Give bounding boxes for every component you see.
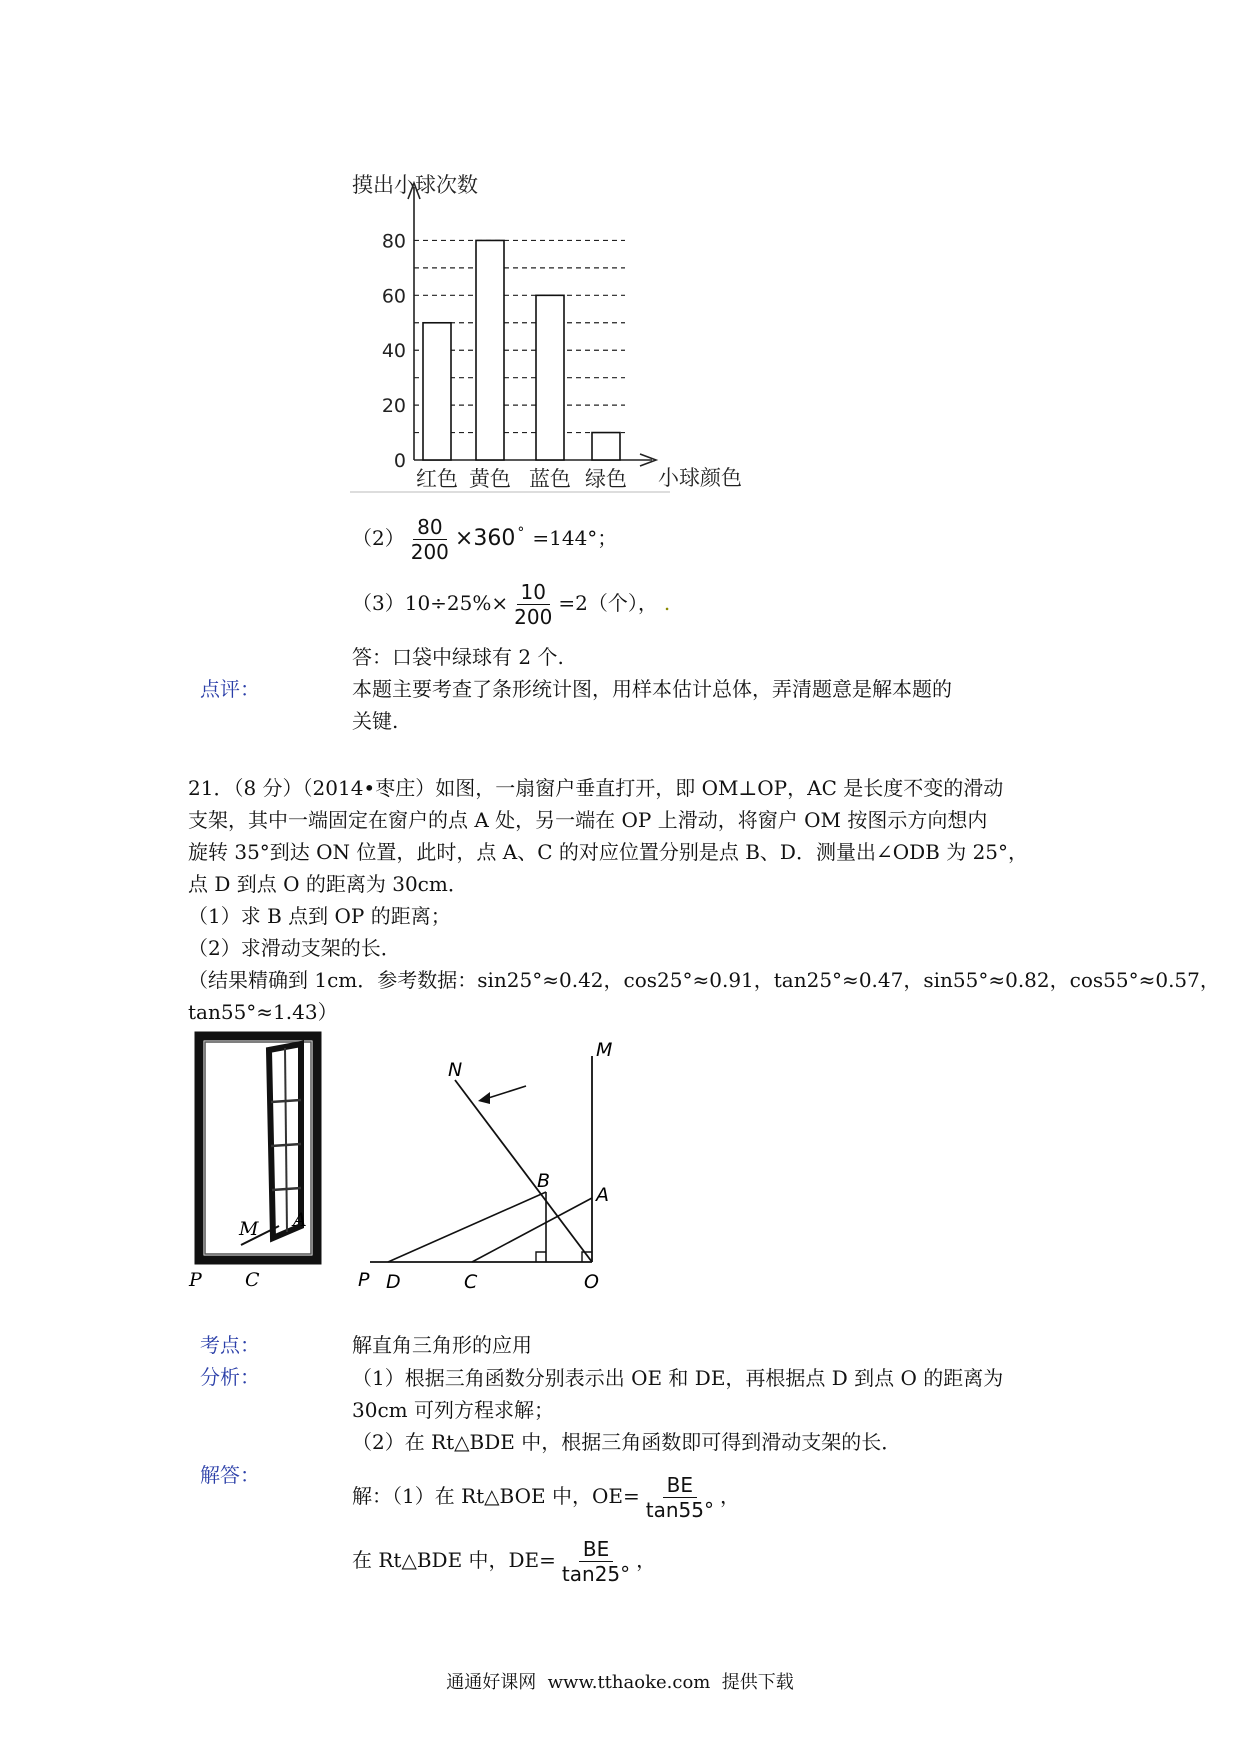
solution-2-result: =144°； (532, 526, 618, 550)
problem-line: （2）求滑动支架的长． (188, 936, 401, 960)
solution-2-denominator: 200 (410, 540, 449, 564)
solution-2-fraction (407, 515, 453, 564)
chart-bar (592, 433, 620, 460)
line-DB (388, 1192, 546, 1262)
chart-ytick-label: 40 (381, 340, 406, 363)
label-P: P (189, 1269, 202, 1290)
rotation-arrowhead (478, 1092, 490, 1104)
problem-line: 旋转 35°到达 ON 位置，此时，点 A、C 的对应位置分别是点 B、D．测量出∠ODB 为 25°， (188, 840, 1029, 864)
jieda-fraction-1-den: tan55° (645, 1498, 714, 1522)
review-label: 点评： (200, 677, 260, 701)
solution-3-numerator: 10 (517, 580, 550, 605)
problem-21 (188, 772, 1220, 1028)
solution-3-prefix: （3）10÷25%× (352, 591, 509, 615)
chart-ytick-labels (382, 230, 406, 472)
chart-xlabel: 小球颜色 (658, 466, 742, 490)
jieda-label: 解答： (200, 1463, 260, 1487)
solution-2-degree: ° (517, 525, 525, 542)
chart-axes (350, 183, 670, 492)
solution-2 (352, 515, 617, 564)
jieda-fraction-2 (558, 1537, 634, 1586)
jieda-line-2 (352, 1537, 656, 1586)
fenxi-line: （2）在 Rt△BDE 中，根据三角函数即可得到滑动支架的长． (352, 1430, 902, 1454)
fenxi-line: 30cm 可列方程求解； (352, 1398, 554, 1422)
chart-ytick-label: 20 (381, 395, 406, 418)
jieda-fraction-2-den: tan25° (561, 1562, 631, 1586)
chart-xtick-label: 红色 (416, 467, 458, 491)
chart-bar (423, 323, 451, 460)
problem-line: （1）求 B 点到 OP 的距离； (188, 904, 451, 928)
label-B: B (537, 1170, 551, 1192)
chart-ylabel: 摸出小球次数 (352, 173, 478, 197)
chart-xtick-label: 蓝色 (529, 467, 571, 491)
chart-ytick-label: 60 (381, 285, 406, 308)
fenxi-label: 分析： (200, 1365, 260, 1389)
problem-line: 21．（8 分）（2014•枣庄）如图，一扇窗户垂直打开，即 OM⊥OP，AC 是长度不变的滑动 (188, 776, 1004, 800)
fenxi-body (352, 1362, 1003, 1458)
problem-line: （结果精确到 1cm．参考数据：sin25°≈0.42，cos25°≈0.91，tan25°≈0.47，sin55°≈0.82，cos55°≈0.57， (188, 968, 1220, 992)
chart-xtick-label: 绿色 (585, 467, 627, 491)
kaodian-text: 解直角三角形的应用 (352, 1333, 532, 1357)
label-C: C (245, 1269, 260, 1290)
jieda-line-2-prefix: 在 Rt△BDE 中，DE= (352, 1548, 556, 1572)
label-P: P (358, 1269, 370, 1291)
chart-bar (536, 295, 564, 460)
solution-2-times: ×360 (454, 526, 516, 551)
label-M: M (239, 1218, 259, 1240)
jieda-fraction-2-num: BE (579, 1537, 613, 1562)
jieda-line-1-prefix: 解：（1）在 Rt△BOE 中，OE= (352, 1484, 640, 1508)
label-A: A (596, 1184, 609, 1206)
chart-xtick-labels (416, 467, 627, 491)
jieda-line-2-suffix: ， (636, 1548, 657, 1572)
problem-line: 支架，其中一端固定在窗户的点 A 处，另一端在 OP 上滑动，将窗户 OM 按图示方向想内 (188, 808, 988, 832)
problem-line: tan55°≈1.43） (188, 1000, 338, 1024)
solution-3-denominator: 200 (514, 605, 553, 629)
bar-chart (340, 165, 780, 500)
solution-2-numerator: 80 (413, 515, 446, 540)
geometry-figure (350, 1030, 630, 1300)
chart-ytick-label: 0 (393, 450, 406, 472)
solution-3 (352, 580, 670, 629)
chart-ytick-label: 80 (381, 230, 406, 253)
solution-3-fraction (510, 580, 556, 629)
jieda-fraction-1 (642, 1473, 718, 1522)
solution-2-prefix: （2） (352, 526, 405, 550)
window-figure (185, 1030, 335, 1290)
problem-line: 点 D 到点 O 的距离为 30cm． (188, 872, 468, 896)
label-D: D (386, 1271, 401, 1293)
solution-3-result: =2（个）， (558, 591, 658, 615)
label-M: M (596, 1039, 613, 1061)
review-line-1: 本题主要考查了条形统计图，用样本估计总体，弄清题意是解本题的 (352, 677, 952, 701)
chart-xtick-label: 黄色 (469, 467, 511, 491)
solution-3-dot: . (663, 591, 671, 615)
jieda-line-1-suffix: ， (719, 1484, 740, 1508)
page-footer: 通通好课网 www.tthaoke.com 提供下载 (446, 1672, 794, 1693)
right-angle-E (536, 1252, 546, 1262)
review-line-2: 关键. (352, 709, 399, 733)
kaodian-label: 考点： (200, 1333, 260, 1357)
line-CA (472, 1198, 592, 1262)
jieda-fraction-1-num: BE (663, 1473, 697, 1498)
answer-line: 答：口袋中绿球有 2 个. (352, 645, 564, 669)
label-A: A (293, 1209, 307, 1231)
label-C: C (464, 1271, 478, 1293)
label-O: O (584, 1271, 599, 1293)
label-N: N (448, 1059, 463, 1081)
jieda-line-1 (352, 1473, 740, 1522)
fenxi-line: （1）根据三角函数分别表示出 OE 和 DE，再根据点 D 到点 O 的距离为 (352, 1366, 1004, 1390)
chart-bar (476, 240, 504, 460)
